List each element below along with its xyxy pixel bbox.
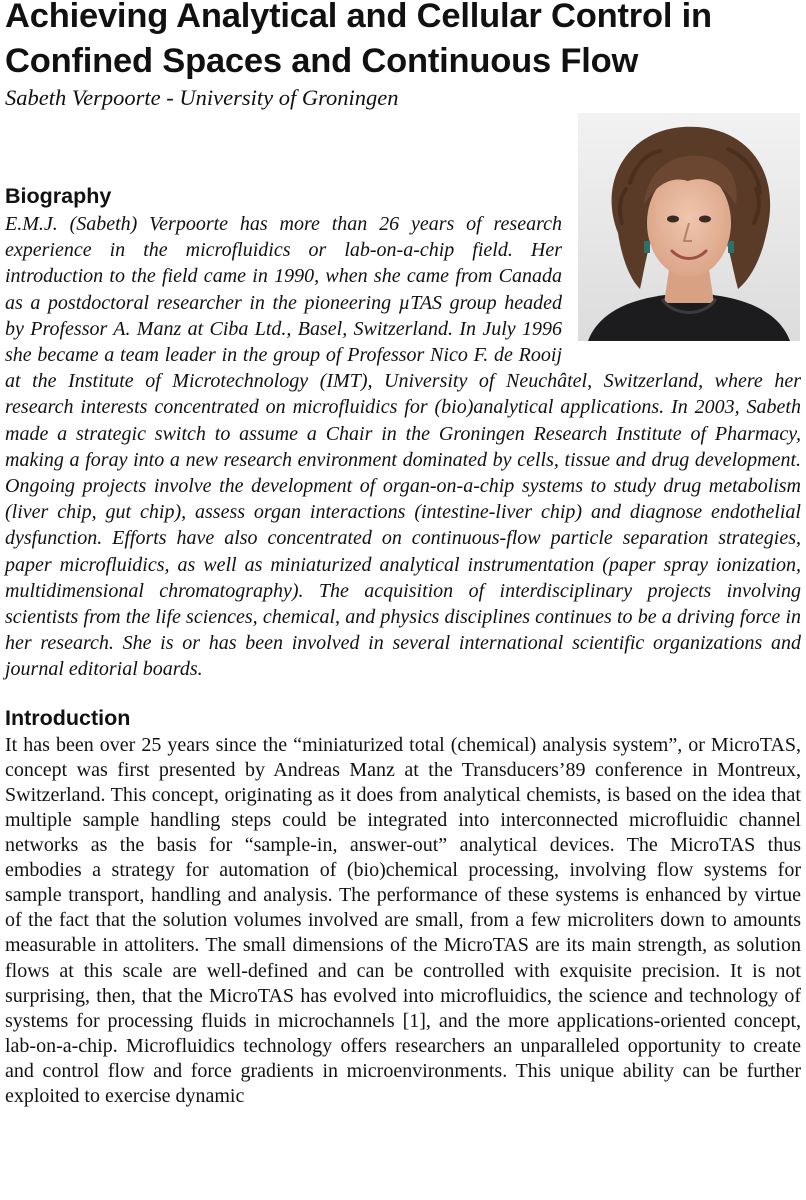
- introduction-text: It has been over 25 years since the “miniaturized total (chemical) analysis system”, or MicroTAS, concept was first presented by Andreas Manz at the Transducers’89 conference in Montreux, Switzerland. This concept, originating as it does from analytical chemists, is based on the idea that multiple sample handling steps could be integrated into interconnected microfluidic channel networks as the basis for “sample-in, answer-out” analytical devices. The MicroTAS thus embodies a strategy for automation of (bio)chemical processing, involving flow systems for sample transport, handling and analysis. The performance of these systems is enhanced by virtue of the fact that the solution volumes involved are small, from a few microliters down to amounts measurable in attoliters. The small dimensions of the MicroTAS are its main strength, as solution flows at this scale are well-defined and can be controlled with exquisite precision. It is not surprising, then, that the MicroTAS has evolved into microfluidics, the science and technology of systems for processing fluids in microchannels [1], and the more applications-oriented concept, lab-on-a-chip. Microfluidics technology offers researchers an unparalleled opportunity to create and control flow and force gradients in microenvironments. This unique ability can be further exploited to exercise dynamic: [5, 733, 801, 1107]
- author-photo: [578, 113, 800, 341]
- page-title: Achieving Analytical and Cellular Control in Confined Spaces and Continuous Flow: [5, 0, 712, 80]
- introduction-heading: Introduction: [5, 705, 131, 730]
- author-portrait-image: [578, 113, 800, 341]
- biography-heading: Biography: [5, 184, 112, 208]
- biography-text: E.M.J. (Sabeth) Verpoorte has more than 26 years of research experience in the microfluidics or lab-on-a-chip field. Her introduction to the field came in 1990, when she came from Canada as a postdoctoral researcher in the pioneering µTAS group headed by Professor A. Manz at Ciba Ltd., Basel, Switzerland. In July 1996 she became a team leader in the group of Professor Nico F. de Rooij at the Institute of Microtechnology (IMT), University of Neuchâtel, Switzerland, where her research interests concentrated on microfluidics for (bio)analytical applications. In 2003, Sabeth made a strategic switch to assume a Chair in the Groningen Research Institute of Pharmacy, making a foray into a new research environment dominated by cells, tissue and drug development. Ongoing projects involve the development of organ-on-a-chip systems to study drug metabolism (liver chip, gut chip), assess organ interactions (intestine-liver chip) and diagnose endothelial dysfunction. Efforts have also concentrated on continuous-flow particle separation strategies, paper microfluidics, as well as miniaturized analytical instrumentation (paper spray ionization, multidimensional chromatography). The acquisition of interdisciplinary projects involving scientists from the life sciences, chemical, and physics disciplines continues to be a driving force in her research. She is or has been involved in several international scientific organizations and journal editorial boards.: [5, 213, 801, 681]
- author-line: Sabeth Verpoorte - University of Groningen: [5, 85, 399, 110]
